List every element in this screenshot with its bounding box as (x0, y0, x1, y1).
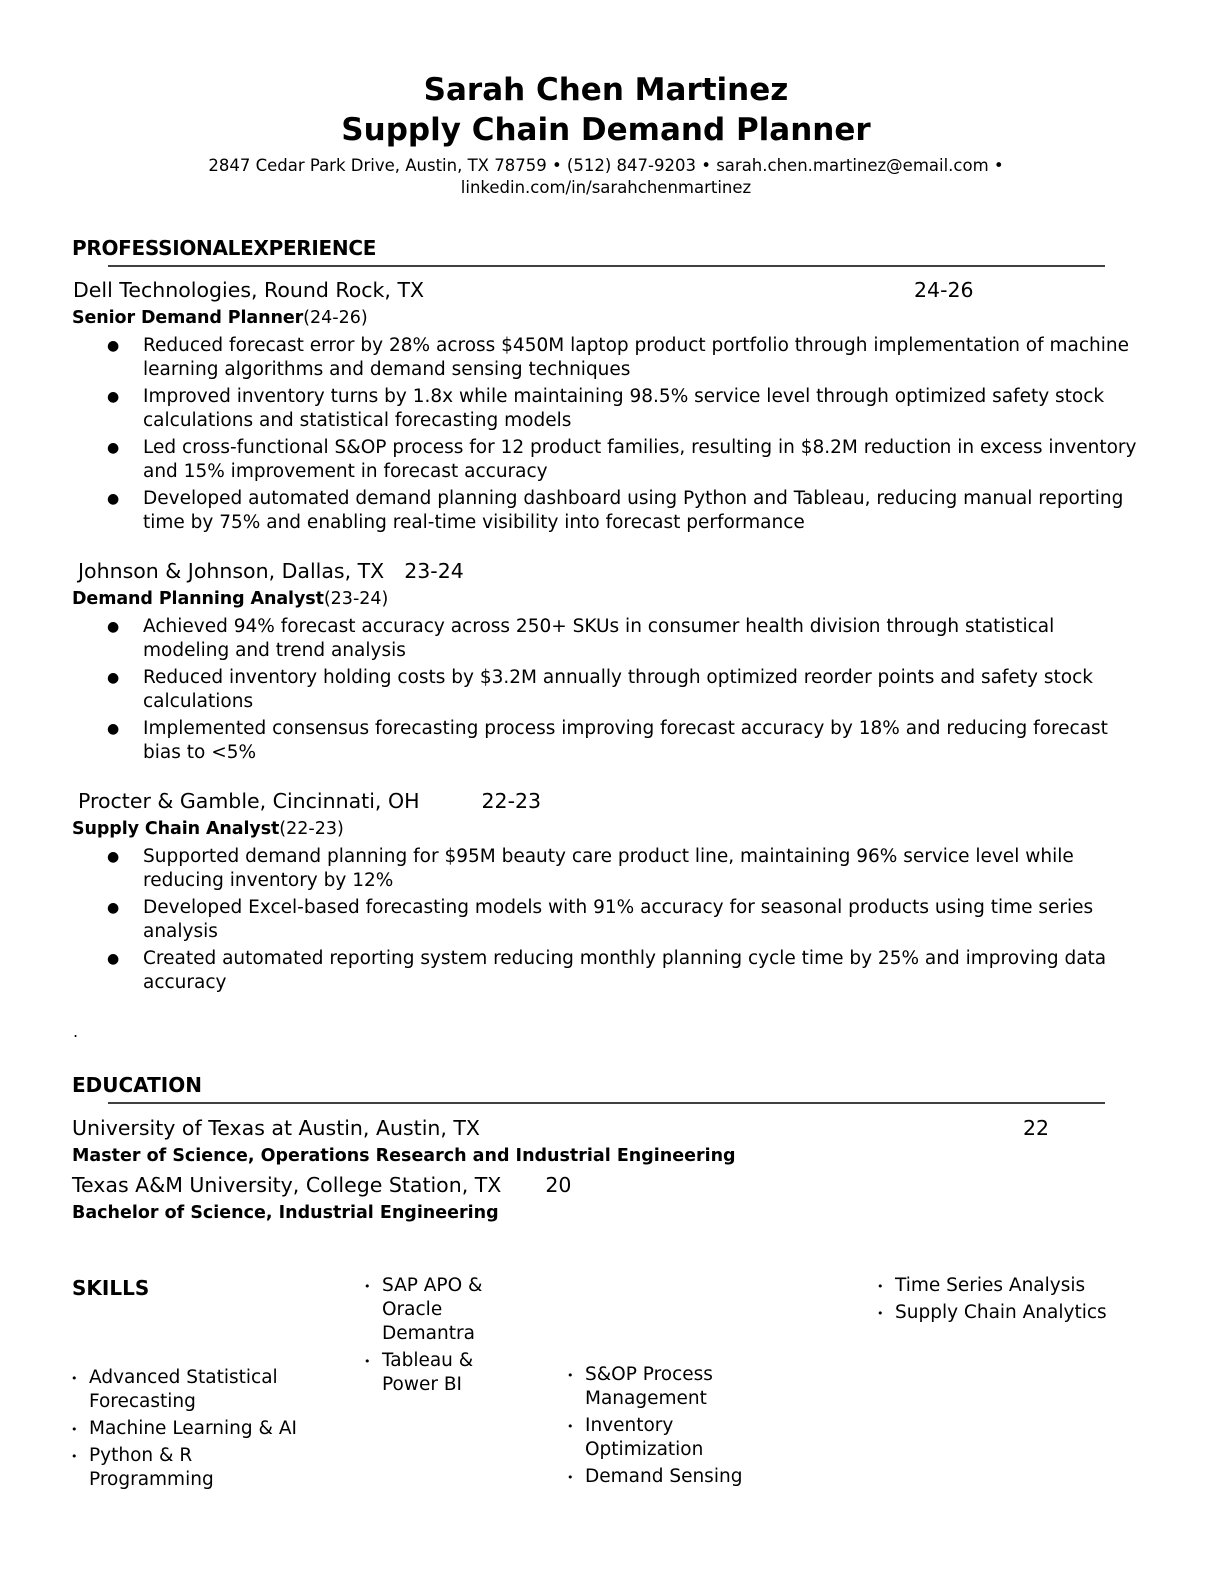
skill-item: • Time Series Analysis (877, 1274, 1157, 1298)
bullet-icon: • (877, 1307, 884, 1320)
graduation-year: 22 (1023, 1116, 1050, 1140)
bullet-icon: • (567, 1471, 574, 1484)
job-role-dates: (22-23) (279, 819, 344, 839)
bullet-icon: • (71, 1423, 78, 1436)
bullet-icon: ● (107, 900, 120, 916)
bullet-icon: • (567, 1369, 574, 1382)
bullet-icon: ● (107, 389, 120, 405)
school-name: Texas A&M University, College Station, TX 20 (72, 1173, 572, 1197)
bullet-icon: • (71, 1372, 78, 1385)
job-bullet: ● Developed Excel-based forecasting models with 91% accuracy for seasonal products using time series analysis (107, 897, 1094, 942)
bullet-icon: • (877, 1280, 884, 1293)
contact-info-line-1: 2847 Cedar Park Drive, Austin, TX 78759 • (512) 847-9203 • sarah.chen.martinez@email.com • (208, 156, 1004, 175)
job-bullets (107, 334, 1137, 538)
job-bullet: ● Created automated reporting system reducing monthly planning cycle time by 25% and improving data accuracy (107, 948, 1107, 993)
degree: Master of Science, Operations Research and Industrial Engineering (72, 1146, 736, 1166)
job-bullet: ● Led cross-functional S&OP process for 12 product families, resulting in $8.2M reduction in excess inventory and 15% improvement in forecast accuracy (107, 437, 1137, 482)
job-dates: 24-26 (914, 278, 974, 302)
skill-item: • Advanced Statistical Forecasting (71, 1367, 278, 1412)
job-bullets (107, 845, 1137, 998)
section-title-skills: SKILLS (72, 1276, 150, 1300)
job-bullet: ● Supported demand planning for $95M beauty care product line, maintaining 96% service level while reducing inventory by 12% (107, 846, 1074, 891)
bullet-icon: • (567, 1420, 574, 1433)
job-role-title: Demand Planning Analyst (72, 589, 324, 609)
bullet-icon: ● (107, 721, 120, 737)
bullet-icon: ● (107, 670, 120, 686)
candidate-title: Supply Chain Demand Planner (341, 112, 871, 148)
skills-column-3 (567, 1363, 747, 1492)
job-bullet: ● Reduced forecast error by 28% across $450M laptop product portfolio through implementation of machine learning algorithms and demand sensing techniques (107, 335, 1130, 380)
skill-item: • Demand Sensing (567, 1465, 747, 1489)
job-bullet: ● Developed automated demand planning dashboard using Python and Tableau, reducing manual reporting time by 75% and enabling real-time visibility into forecast performance (107, 488, 1124, 533)
job-role-title: Senior Demand Planner (72, 308, 304, 328)
graduation-year: 20 (545, 1173, 572, 1197)
job-role (72, 589, 388, 609)
job-role-dates: (23-24) (323, 589, 389, 609)
skill-item: • Supply Chain Analytics (877, 1301, 1157, 1325)
job-dates: 22-23 (481, 789, 542, 813)
candidate-name: Sarah Chen Martinez (423, 72, 789, 108)
degree: Bachelor of Science, Industrial Engineering (72, 1203, 499, 1223)
job-organization: Johnson & Johnson, Dallas, TX 23-24 (78, 559, 464, 583)
job-bullet: ● Implemented consensus forecasting process improving forecast accuracy by 18% and reducing forecast bias to <5% (107, 718, 1108, 763)
job-role-dates: (24-26) (303, 308, 368, 328)
job-role (72, 308, 368, 328)
job-role (72, 819, 344, 839)
bullet-icon: ● (107, 491, 120, 507)
job-dates: 23-24 (404, 559, 464, 583)
bullet-icon: ● (107, 951, 120, 967)
job-organization: Procter & Gamble, Cincinnati, OH 22-23 (78, 789, 542, 813)
skill-item: • Python & R Programming (71, 1445, 214, 1490)
skill-item: • SAP APO & Oracle Demantra (364, 1275, 483, 1344)
job-bullets (107, 615, 1137, 768)
bullet-icon: ● (107, 619, 120, 635)
skills-column-2 (364, 1274, 504, 1400)
skill-item: • Inventory Optimization (567, 1415, 704, 1460)
bullet-icon: • (364, 1355, 371, 1368)
contact-info-line-2: linkedin.com/in/sarahchenmartinez (460, 178, 752, 197)
job-bullet: ● Achieved 94% forecast accuracy across 250+ SKUs in consumer health division through statistical modeling and trend analysis (107, 616, 1055, 661)
skills-column-1 (71, 1366, 321, 1495)
job-bullet: ● Reduced inventory holding costs by $3.2M annually through optimized reorder points and safety stock calculations (107, 667, 1093, 712)
bullet-icon: ● (107, 440, 120, 456)
job-bullet: ● Improved inventory turns by 1.8x while maintaining 98.5% service level through optimized safety stock calculations and statistical forecasting models (107, 386, 1105, 431)
skill-item: • Tableau & Power BI (364, 1350, 474, 1395)
skill-item: • S&OP Process Management (567, 1364, 713, 1409)
school-name: University of Texas at Austin, Austin, TX (72, 1116, 480, 1140)
skills-column-4 (877, 1274, 1157, 1328)
section-divider (108, 265, 1105, 267)
bullet-icon: • (71, 1450, 78, 1463)
bullet-icon: • (364, 1280, 371, 1293)
section-title-education: EDUCATION (72, 1073, 202, 1097)
skill-item: • Machine Learning & AI (71, 1417, 321, 1441)
job-organization: Dell Technologies, Round Rock, TX (73, 278, 425, 302)
section-title-experience: PROFESSIONALEXPERIENCE (72, 236, 377, 260)
section-divider (108, 1102, 1105, 1104)
bullet-icon: ● (107, 338, 120, 354)
stray-period: . (73, 1022, 79, 1041)
job-role-title: Supply Chain Analyst (72, 819, 280, 839)
bullet-icon: ● (107, 849, 120, 865)
